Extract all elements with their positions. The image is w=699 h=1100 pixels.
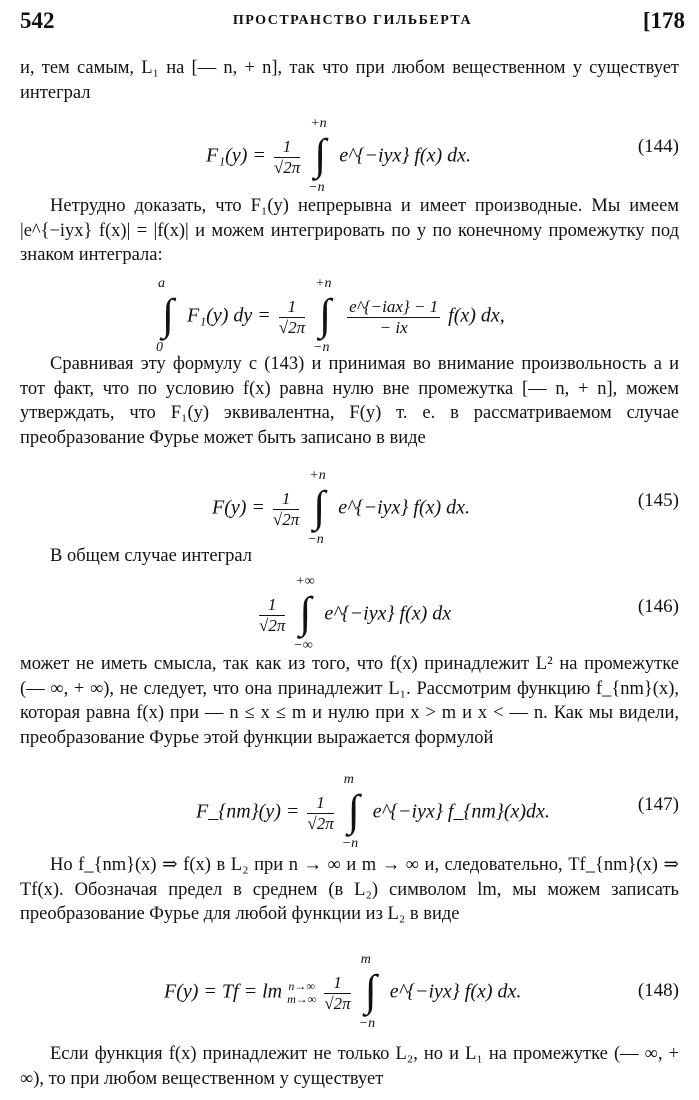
paragraph-2: Нетрудно доказать, что F₁(y) непрерывна и имеет производные. Мы имеем |e^{−iyx} f(x)| = |f(x)| и можем интегрировать по y по конечному промежутку под знаком интеграла: [20,196,679,265]
equation-unnumbered-body: a ∫ 0 F₁(y) dy = $\frac{1}{√2\pi}$ +n ∫ −n $\frac{\text{e\textasciicircum{}\{−iax\} − 1}}{- ix}$ f(x) dx, [156,276,505,355]
integral-sign: +n ∫ −n [313,276,332,355]
equation-147 [20,770,679,850]
fraction: $\frac{1}{√2\pi}$ [272,488,300,529]
equation-146-body: $\frac{1}{√2\pi}$ +∞ ∫ −∞ e^{−iyx} f(x) dx [259,574,452,653]
integral-sign: +n ∫ −n [308,116,327,195]
integral-sign: a ∫ 0 [156,276,175,355]
page-number: 542 [20,8,55,33]
equation-144-body: F₁(y) = $\frac{1}{√2\pi}$ +n ∫ −n e^{−iyx} f(x) dx. [206,116,471,195]
integral-sign: m ∫ −n [341,772,360,851]
paragraph-3: Сравнивая эту формулу с (143) и принимая во внимание произвольность a и тот факт, что по условию f(x) равна нулю вне промежутка [— n, + n], можем утверждать, что F₁(y) эквивалентна, F(y) т. е. в рассматриваемом случае преобразование Фурье может быть записано в виде [20,354,679,448]
paragraph-1: и, тем самым, L₁ на [— n, + n], так что при любом вещественном y существует интеграл [20,58,679,103]
fraction: $\frac{\text{e\textasciicircum{}\{−iax\} − 1}}{- ix}$ [349,296,439,337]
paragraph-6: Но f_{nm}(x) ⇒ f(x) в L₂ при n → ∞ и m → ∞ и, следовательно, Tf_{nm}(x) ⇒ Tf(x). Обозначая предел в среднем (в L₂) символом lm, мы можем записать преобразование Фурье для любой функции из L₂ в виде [20,855,679,924]
equation-144 [20,112,679,195]
equation-147-body: F_{nm}(y) = $\frac{1}{√2\pi}$ m ∫ −n e^{−iyx} f_{nm}(x)dx. [196,772,550,851]
fraction: $\frac{1}{√2\pi}$ [307,792,334,833]
fraction: $\frac{1}{√2\pi}$ [324,972,351,1013]
integral-sign: +n ∫ −n [307,468,326,547]
equation-145-body: F(y) = $\frac{1}{√2\pi}$ +n ∫ −n e^{−iyx} f(x) dx. [212,468,471,547]
equation-number-148: (148) [637,980,679,1001]
running-title: ПРОСТРАНСТВО ГИЛЬБЕРТА [232,13,473,28]
section-number: [178 [642,8,685,33]
equation-148-body: F(y) = Tf = lm n→∞ m→∞ $\frac{1}{√2\pi}$ m ∫ −n e^{−iyx} f(x) dx. [164,952,522,1031]
fraction: $\frac{1}{√2\pi}$ [278,296,306,337]
fraction: $\frac{1}{√2\pi}$ [273,136,301,177]
equation-number-145: (145) [637,490,679,511]
equation-number-146: (146) [637,596,679,617]
integral-sign: m ∫ −n [358,952,377,1031]
fraction: $\frac{1}{√2\pi}$ [259,594,286,635]
equation-146 [20,574,679,654]
equation-number-147: (147) [637,794,679,815]
paragraph-5: может не иметь смысла, так как из того, что f(x) принадлежит L² на промежутке (— ∞, + ∞), не следует, что она принадлежит L₁. Рассмотрим функцию f_{nm}(x), которая равна f(x) при — n ≤ x ≤ m и нулю при x > m и x < — n. Как мы видели, преобразование Фурье этой функции выражается формулой [20,654,679,748]
paragraph-4: В общем случае интеграл [50,546,253,566]
equation-148 [20,950,679,1038]
limit-subscript: n→∞ m→∞ [287,979,317,1006]
equation-unnumbered [20,272,679,356]
equation-145 [20,466,679,546]
equation-number-144: (144) [637,136,679,157]
integral-sign: +∞ ∫ −∞ [293,574,315,653]
paragraph-7: Если функция f(x) принадлежит не только L₂, но и L₁ на промежутке (— ∞, + ∞), то при любом вещественном y существует [20,1044,679,1089]
page-header [20,8,685,44]
